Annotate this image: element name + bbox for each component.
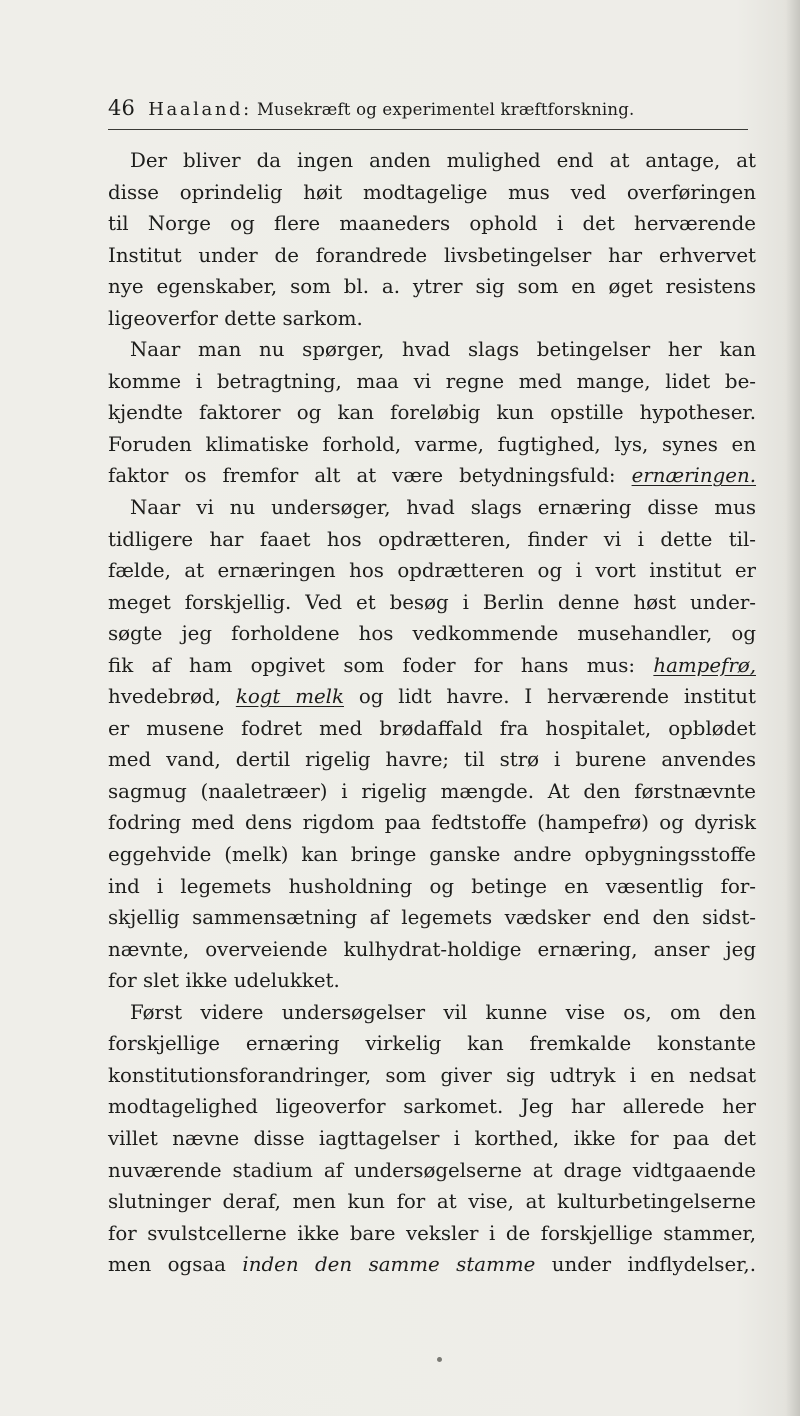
text-line: villet nævne disse iagttagelser i korthed, ikke for paa det xyxy=(108,1126,756,1150)
text-line: sagmug (naaletræer) i rigelig mængde. At den førstnævnte xyxy=(108,779,756,803)
ink-speck xyxy=(437,1357,442,1362)
page-number: 46 xyxy=(108,96,136,120)
running-author: Haaland: xyxy=(148,99,252,120)
text-line: konstitutionsforandringer, som giver sig udtryk i en nedsat xyxy=(108,1063,756,1087)
text-line: forskjellige ernæring virkelig kan fremkalde konstante xyxy=(108,1032,756,1056)
text-line: faktor os fremfor alt at være betydningsfuld: ernæringen. xyxy=(108,464,756,488)
text-line: fik af ham opgivet som foder for hans mus: hampefrø, xyxy=(108,653,756,677)
header-rule xyxy=(108,129,748,130)
text-line: søgte jeg forholdene hos vedkommende musehandler, og xyxy=(108,622,756,646)
emphasis: kogt melk xyxy=(235,685,344,709)
text-line: Der bliver da ingen anden mulighed end at antage, at xyxy=(130,149,756,172)
text-line: komme i betragtning, maa vi regne med mange, lidet be- xyxy=(108,369,756,393)
text-line: meget forskjellig. Ved et besøg i Berlin denne høst under- xyxy=(108,590,756,614)
text-line: slutninger deraf, men kun for at vise, at kulturbetingelserne xyxy=(108,1190,756,1214)
page-edge-shadow xyxy=(786,0,800,1416)
text-line: til Norge og flere maaneders ophold i det herværende xyxy=(108,212,756,236)
body-text xyxy=(108,145,756,1281)
text-line: nye egenskaber, som bl. a. ytrer sig som en øget resistens xyxy=(108,275,756,299)
emphasis: inden den samme stamme xyxy=(242,1253,536,1277)
text-line: ind i legemets husholdning og betinge en væsentlig for- xyxy=(108,874,756,898)
text-line: med vand, dertil rigelig havre; til strø i burene anvendes xyxy=(108,748,756,772)
text-line: Naar man nu spørger, hvad slags betingelser her kan xyxy=(130,338,756,362)
emphasis: hampefrø, xyxy=(653,653,756,677)
text-line: Institut under de forandrede livsbetingelser har erhvervet xyxy=(108,243,756,267)
text-line: men ogsaa inden den samme stamme under indflydelser,. xyxy=(108,1253,757,1277)
emphasis: ernæringen. xyxy=(631,464,756,488)
text-line: Foruden klimatiske forhold, varme, fugtighed, lys, synes en xyxy=(108,432,756,456)
text-line: eggehvide (melk) kan bringe ganske andre opbygningsstoffe xyxy=(108,843,756,867)
text-line: skjellig sammensætning af legemets vædsker end den sidst- xyxy=(108,906,756,930)
text-line: er musene fodret med brødaffald fra hospitalet, opblødet xyxy=(108,716,756,740)
text-line: nævnte, overveiende kulhydrat-holdige ernæring, anser jeg xyxy=(108,937,756,961)
text-line: fodring med dens rigdom paa fedtstoffe (hampefrø) og dyrisk xyxy=(108,811,756,835)
text-line: Først videre undersøgelser vil kunne vise os, om den xyxy=(130,1000,756,1024)
text-line: for svulstcellerne ikke bare veksler i de forskjellige stammer, xyxy=(108,1221,756,1245)
running-header xyxy=(108,96,748,130)
text-line: kjendte faktorer og kan foreløbig kun opstille hypotheser. xyxy=(108,401,756,425)
text-line: for slet ikke udelukket. xyxy=(108,969,340,993)
text-line: modtagelighed ligeoverfor sarkomet. Jeg har allerede her xyxy=(108,1095,756,1119)
running-title: Musekræft og experimentel kræftforskning. xyxy=(256,100,635,119)
text-line: fælde, at ernæringen hos opdrætteren og i vort institut er xyxy=(108,559,756,583)
text-line: nuværende stadium af undersøgelserne at drage vidtgaaende xyxy=(108,1158,756,1182)
text-line: Naar vi nu undersøger, hvad slags ernæring disse mus xyxy=(130,496,756,520)
text-line: ligeoverfor dette sarkom. xyxy=(108,306,363,330)
text-line: tidligere har faaet hos opdrætteren, finder vi i dette til- xyxy=(108,527,756,551)
text-line: disse oprindelig høit modtagelige mus ved overføringen xyxy=(108,180,756,204)
text-line: hvedebrød, kogt melk og lidt havre. I herværende institut xyxy=(108,685,756,709)
